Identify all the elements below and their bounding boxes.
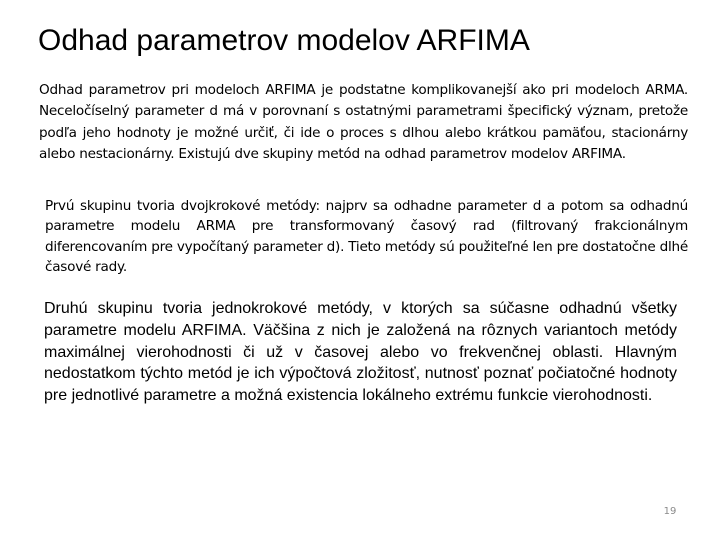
page-number: 19 — [663, 506, 677, 517]
paragraph-intro: Odhad parametrov pri modeloch ARFIMA je podstatne komplikovanejší ako pri modeloch ARMA. Neceločíselný parameter d má v porovnaní s ostatnými parametrami špecifický význam, pretože podľa jeho hodnoty je možné určiť, či ide o proces s dlhou alebo krátkou pamäťou, stacionárny alebo nestacionárny. Existujú dve skupiny metód na odhad parametrov modelov ARFIMA. — [39, 82, 688, 162]
paragraph-one-step-methods: Druhú skupinu tvoria jednokrokové metódy, v ktorých sa súčasne odhadnú všetky parametre modelu ARFIMA. Väčšina z nich je založená na rôznych variantoch metódy maximálnej vierohodnosti či už v časovej alebo vo frekvenčnej oblasti. Hlavným nedostatkom týchto metód je ich výpočtová zložitosť, nutnosť poznať počiatočné hodnoty pre jednotlivé parametre a možná existencia lokálneho extrému funkcie vierohodnosti. — [44, 300, 677, 405]
paragraph-two-step-methods: Prvú skupinu tvoria dvojkrokové metódy: najprv sa odhadne parameter d a potom sa odhadnú parametre modelu ARMA pre transformovaný časový rad (filtrovaný frakcionálnym diferencovaním pre vypočítaný parameter d). Tieto metódy sú použiteľné len pre dostatočne dlhé časové rady. — [45, 198, 688, 276]
slide-title: Odhad parametrov modelov ARFIMA — [38, 24, 530, 57]
